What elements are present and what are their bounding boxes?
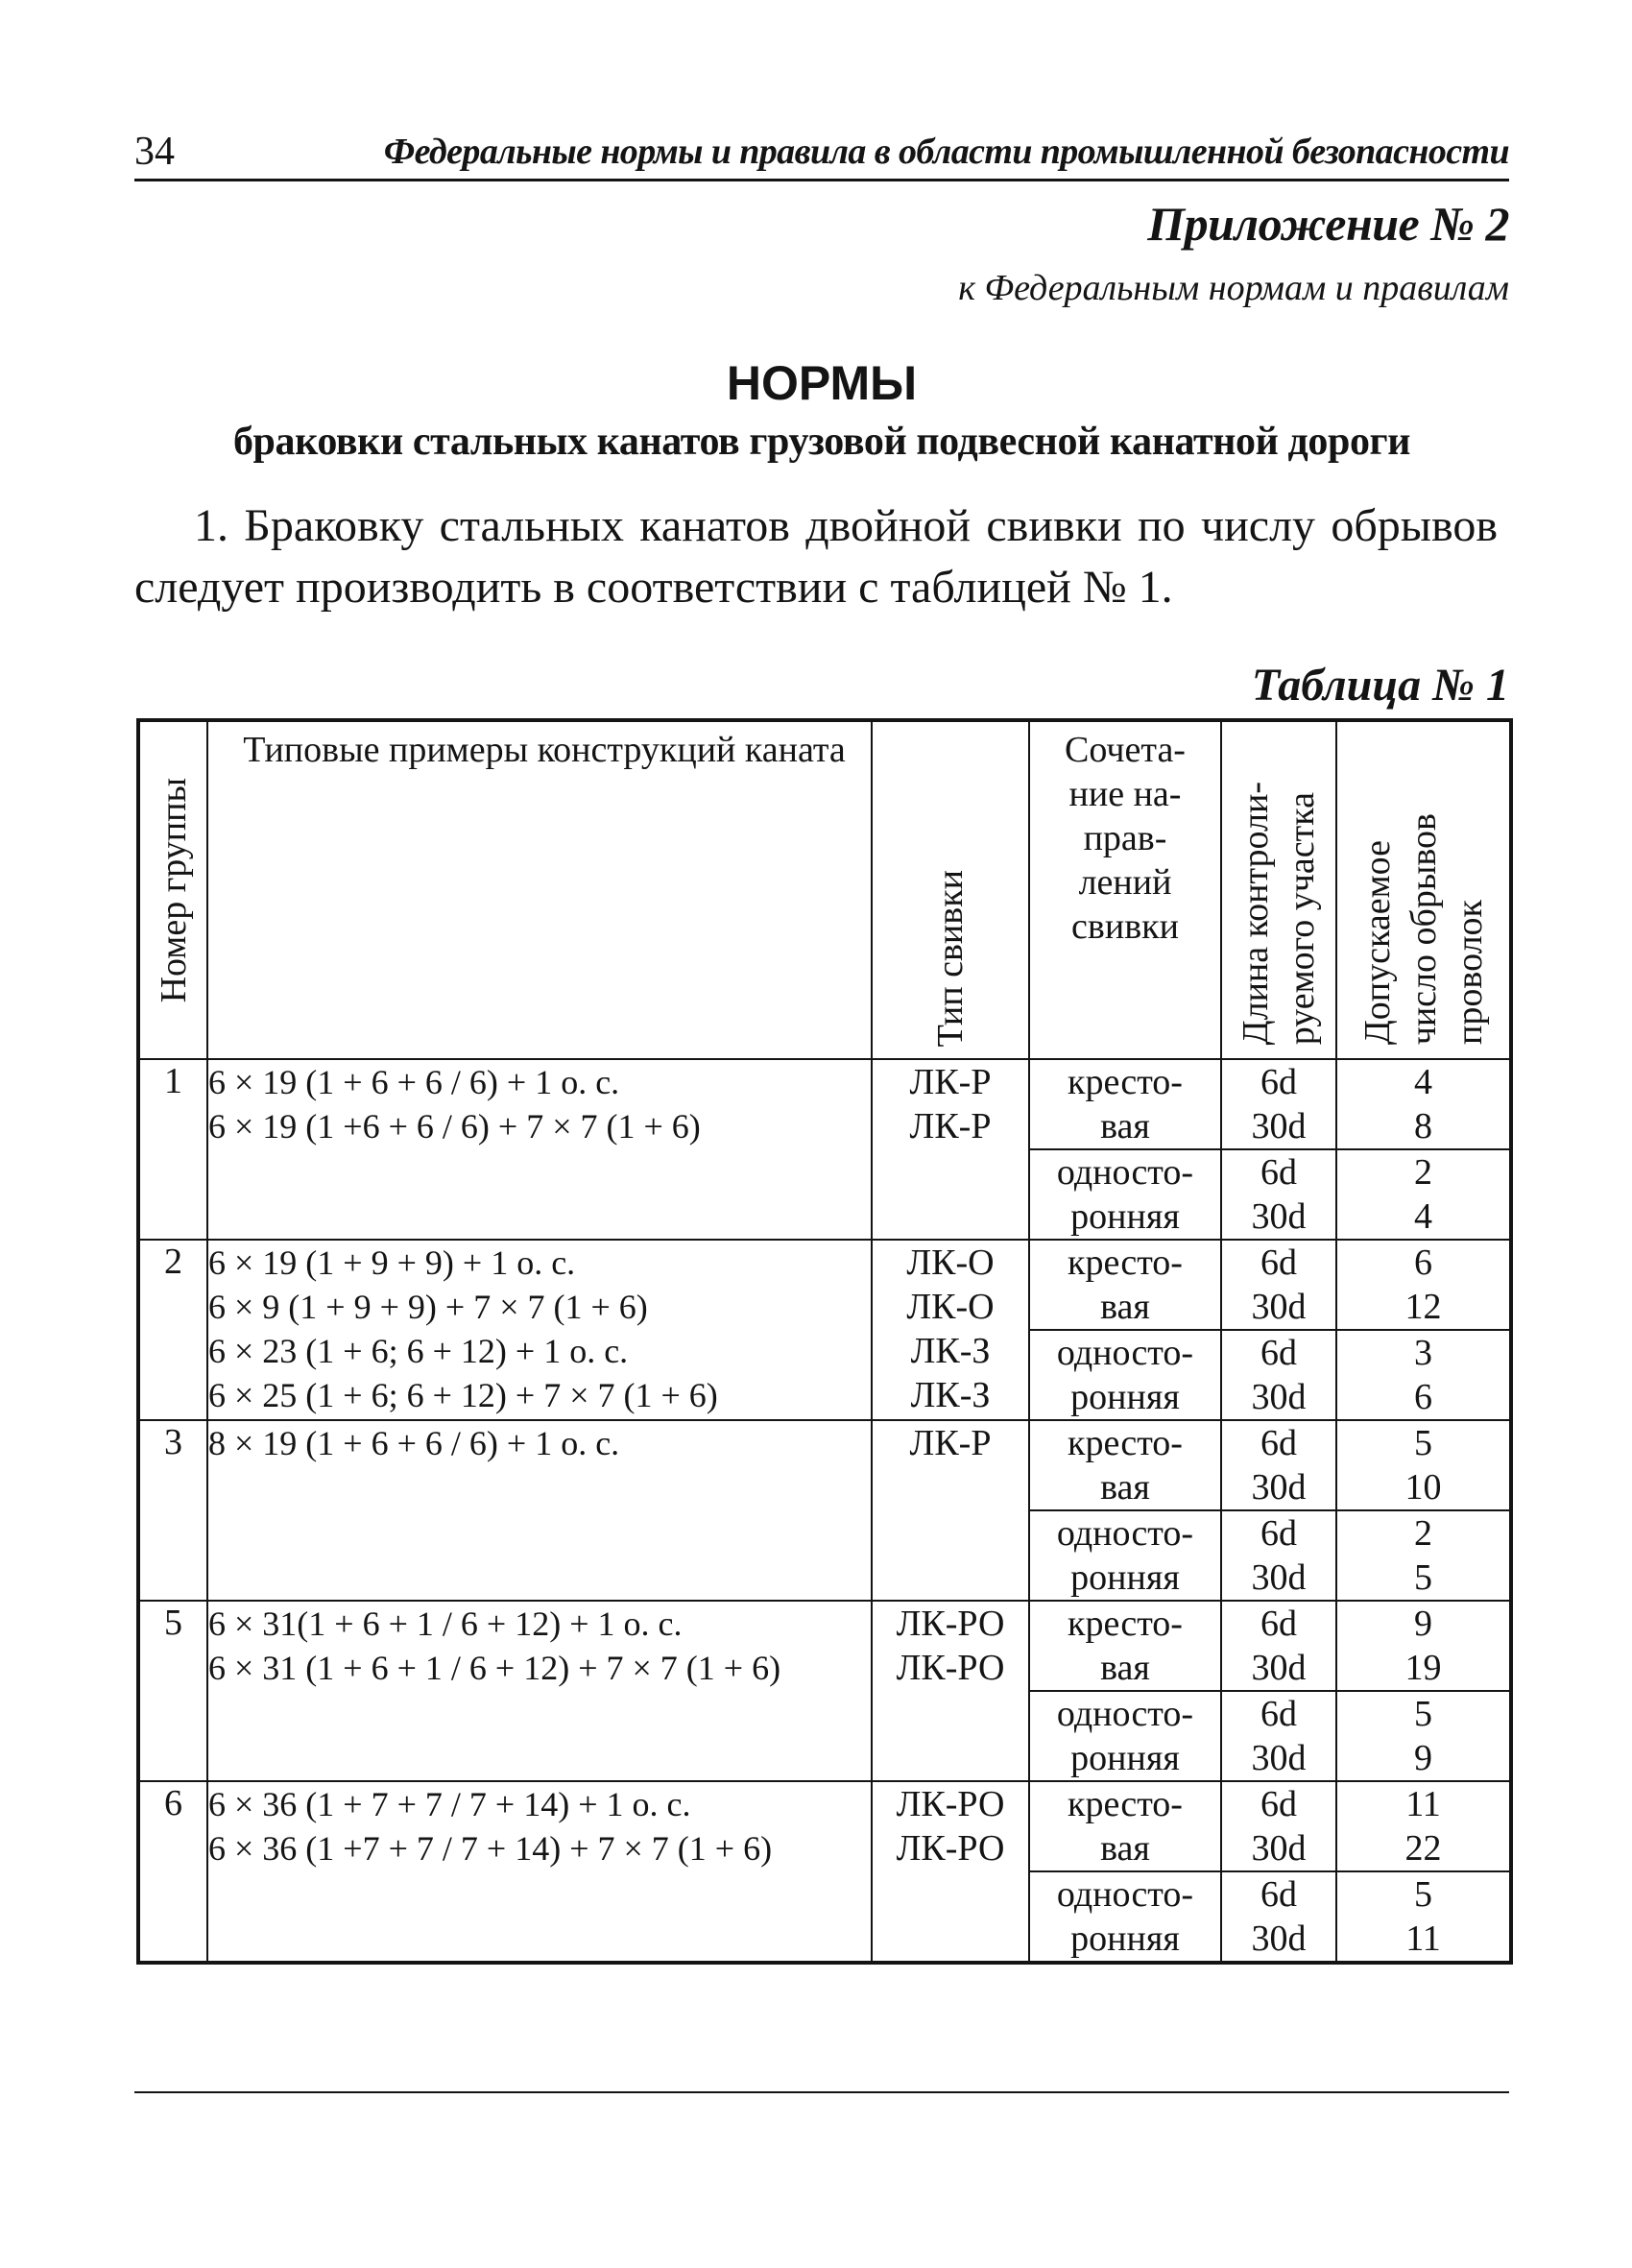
header-twist-type	[872, 720, 1029, 1059]
construction-formula: 6 × 23 (1 + 6; 6 + 12) + 1 о. с.	[208, 1332, 629, 1370]
header-count-line3: проволок	[1449, 900, 1490, 1045]
constructions-cell	[207, 1059, 872, 1240]
header-count-line1: Допускаемое	[1356, 839, 1398, 1045]
header-constructions-text: Типовые примеры конструкций каната	[243, 730, 846, 770]
twist-type: ЛК-РО	[896, 1784, 1005, 1824]
group-number-cell: 1	[138, 1059, 207, 1240]
group-number-cell: 2	[138, 1240, 207, 1420]
allowed-breaks-cell: 9 19	[1336, 1601, 1511, 1691]
twist-type: ЛК-РО	[896, 1648, 1005, 1688]
twist-type: ЛК-РО	[896, 1828, 1005, 1869]
page-number: 34	[134, 130, 175, 174]
table-row	[138, 1781, 1511, 1871]
combination-cell: кресто- вая	[1029, 1601, 1221, 1691]
constructions-cell	[207, 1420, 872, 1601]
table-body	[138, 1059, 1511, 1963]
constructions-cell	[207, 1601, 872, 1781]
combination-cell: кресто- вая	[1029, 1420, 1221, 1510]
construction-formula: 8 × 19 (1 + 6 + 6 / 6) + 1 о. с.	[208, 1424, 620, 1462]
allowed-breaks-cell: 5 9	[1336, 1691, 1511, 1781]
construction-formula: 6 × 36 (1 + 7 + 7 / 7 + 14) + 1 о. с.	[208, 1785, 691, 1823]
group-number-cell: 5	[138, 1601, 207, 1781]
header-constructions	[207, 720, 872, 1059]
length-cell: 6d 30d	[1221, 1330, 1336, 1420]
twist-type: ЛК-О	[906, 1287, 995, 1327]
header-length-line2: руемого участка	[1282, 791, 1322, 1045]
constructions-cell	[207, 1781, 872, 1963]
construction-formula: 6 × 19 (1 + 9 + 9) + 1 о. с.	[208, 1243, 576, 1282]
header-twist-type-text: Тип свивки	[930, 869, 971, 1047]
twist-type: ЛК-Р	[909, 1062, 992, 1102]
intro-paragraph: 1. Браковку стальных канатов двойной свивки по числу обрывов следует производить в соответствии с таблицей № 1.	[134, 500, 1498, 613]
twist-type: ЛК-З	[910, 1375, 991, 1415]
header-combination	[1029, 720, 1221, 1059]
construction-formula: 6 × 36 (1 +7 + 7 / 7 + 14) + 7 × 7 (1 + 6)	[208, 1829, 773, 1868]
combination-cell: односто- ронняя	[1029, 1330, 1221, 1420]
twist-type-cell	[872, 1781, 1029, 1963]
length-cell: 6d 30d	[1221, 1420, 1336, 1510]
header-group-number	[138, 720, 207, 1059]
length-cell: 6d 30d	[1221, 1059, 1336, 1149]
twist-type-cell	[872, 1420, 1029, 1601]
length-cell: 6d 30d	[1221, 1149, 1336, 1240]
length-cell: 6d 30d	[1221, 1871, 1336, 1963]
twist-type: ЛК-Р	[909, 1423, 992, 1463]
constructions-cell	[207, 1240, 872, 1420]
length-cell: 6d 30d	[1221, 1510, 1336, 1601]
allowed-breaks-cell: 3 6	[1336, 1330, 1511, 1420]
appendix-subtitle: к Федеральным нормам и правилам	[958, 268, 1509, 308]
combination-cell: кресто- вая	[1029, 1240, 1221, 1330]
allowed-breaks-cell: 2 5	[1336, 1510, 1511, 1601]
table-header-row	[138, 720, 1511, 1059]
construction-formula: 6 × 31 (1 + 6 + 1 / 6 + 12) + 7 × 7 (1 + 6)	[208, 1649, 781, 1687]
appendix-title: Приложение № 2	[1147, 197, 1509, 251]
construction-formula: 6 × 19 (1 +6 + 6 / 6) + 7 × 7 (1 + 6)	[208, 1107, 701, 1146]
allowed-breaks-cell: 2 4	[1336, 1149, 1511, 1240]
table-row	[138, 1420, 1511, 1510]
construction-formula: 6 × 9 (1 + 9 + 9) + 7 × 7 (1 + 6)	[208, 1288, 648, 1326]
combination-cell: односто- ронняя	[1029, 1871, 1221, 1963]
header-length-line1: Длина контроли-	[1236, 781, 1276, 1045]
combination-cell: односто- ронняя	[1029, 1691, 1221, 1781]
length-cell: 6d 30d	[1221, 1781, 1336, 1871]
construction-formula: 6 × 31(1 + 6 + 1 / 6 + 12) + 1 о. с.	[208, 1604, 683, 1643]
table-row	[138, 1601, 1511, 1691]
twist-type-cell	[872, 1059, 1029, 1240]
twist-type: ЛК-РО	[896, 1604, 1005, 1644]
allowed-breaks-cell: 6 12	[1336, 1240, 1511, 1330]
combination-cell: кресто- вая	[1029, 1059, 1221, 1149]
header-length	[1221, 720, 1336, 1059]
running-title: Федеральные нормы и правила в области промышленной безопасности	[383, 132, 1509, 172]
page-header	[134, 129, 1509, 181]
document-title: НОРМЫ	[726, 356, 918, 410]
length-cell: 6d 30d	[1221, 1240, 1336, 1330]
rope-rejection-table	[136, 718, 1513, 1965]
combination-cell: односто- ронняя	[1029, 1149, 1221, 1240]
twist-type-cell	[872, 1601, 1029, 1781]
allowed-breaks-cell: 5 10	[1336, 1420, 1511, 1510]
table-caption: Таблица № 1	[1251, 660, 1509, 711]
header-combination-text: Сочета- ние на- прав- лений свивки	[1065, 730, 1186, 947]
length-cell: 6d 30d	[1221, 1691, 1336, 1781]
allowed-breaks-cell: 5 11	[1336, 1871, 1511, 1963]
header-allowed-breaks	[1336, 720, 1511, 1059]
twist-type: ЛК-Р	[909, 1106, 992, 1146]
length-cell: 6d 30d	[1221, 1601, 1336, 1691]
group-number-cell: 6	[138, 1781, 207, 1963]
combination-cell: кресто- вая	[1029, 1781, 1221, 1871]
combination-cell: односто- ронняя	[1029, 1510, 1221, 1601]
construction-formula: 6 × 25 (1 + 6; 6 + 12) + 7 × 7 (1 + 6)	[208, 1376, 718, 1414]
header-group-number-text: Номер группы	[153, 777, 194, 1003]
twist-type: ЛК-О	[906, 1243, 995, 1283]
twist-type-cell	[872, 1240, 1029, 1420]
document-subtitle: браковки стальных канатов грузовой подвесной канатной дороги	[232, 420, 1411, 464]
footer-divider	[134, 2091, 1509, 2093]
table-row	[138, 1240, 1511, 1330]
construction-formula: 6 × 19 (1 + 6 + 6 / 6) + 1 о. с.	[208, 1063, 620, 1101]
allowed-breaks-cell: 11 22	[1336, 1781, 1511, 1871]
group-number-cell: 3	[138, 1420, 207, 1601]
table-row	[138, 1059, 1511, 1149]
allowed-breaks-cell: 4 8	[1336, 1059, 1511, 1149]
twist-type: ЛК-З	[910, 1331, 991, 1371]
header-count-line2: число обрывов	[1403, 812, 1444, 1045]
